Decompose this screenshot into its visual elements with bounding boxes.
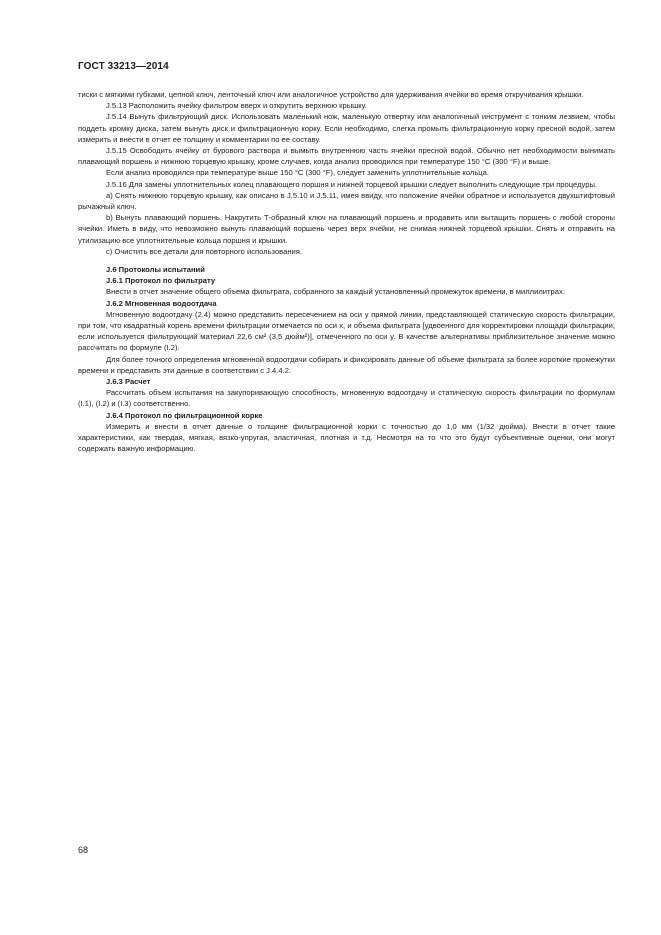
paragraph: Рассчитать объем испытания на закупоривающую способность, мгновенную водоотдачу и статическую скорость фильтрации по формулам (I.1), (I.2) и (I.3) соответственно. — [78, 388, 615, 409]
paragraph: Измерить и внести в отчет данные о толщине фильтрационной корки с точностью до 1,0 мм (1/32 дюйма). Внести в отчет такие характеристики, как твердая, мягкая, вязко-упругая, эластичная, плотная и т.д. Несмотря на то что это будут субъективные оценки, они могут содержать важную информацию. — [78, 421, 615, 454]
subsection-heading: J.6.2 Мгновенная водоотдача — [106, 298, 217, 308]
paragraph: тиски с мягкими губками, цепной ключ, ленточный ключ или аналогичное устройство для удерживания ячейки во время откручивания крышки. — [78, 90, 584, 99]
paragraph: Мгновенную водоотдачу (2.4) можно представить пересечением на оси у прямой линии, представляющей статическую скорость фильтрации, при том, что квадратный корень времени фильтрации отмечается по оси x, и объема фильтрата [удвоенного для корректировки площади фильтрации, если используется фильтрующий материал 22,6 см² (3,5 дюйм²)], отмеченного по оси y. В качестве альтернативы приблизительное значение можно рассчитать по формуле (I.2). — [78, 309, 615, 353]
paragraph: J.5.14 Вынуть фильтрующий диск. Использовать маленький нож, маленькую отвертку или аналогичный инструмент с тонким лезвием, чтобы поддеть кромку диска, затем вынуть диск и фильтрационную корку. Если необходимо, слегка промыть фильтрационную корку пресной водой, затем измерить и внести в отчет ее толщину и комментарии по ее составу. — [78, 112, 615, 144]
paragraph: Если анализ проводился при температуре выше 150 °С (300 °F), следует заменить уплотнительные кольца. — [106, 168, 489, 178]
paragraph: Внести в отчет значение общего объема фильтрата, собранного за каждый установленный промежуток времени, в миллилитрах. — [106, 287, 565, 297]
paragraph: J.5.16 Для замены уплотнительных колец плавающего поршня и нижней торцевой крышки следует выполнить следующие три процедуры. — [106, 179, 598, 189]
page-number: 68 — [78, 845, 89, 855]
list-item: c) Очистить все детали для повторного использования. — [106, 246, 303, 256]
subsection-heading: J.6.1 Протокол по фильтрату — [106, 276, 216, 286]
list-item: a) Снять нижнюю торцевую крышку, как описано в J.5.10 и J.5.11, имея ввиду, что положение ячейки обратное и используется двухштифтовый рычажный ключ. — [78, 190, 615, 212]
list-item: b) Вынуть плавающий поршень. Накрутить Т-образный ключ на плавающий поршень и продавить или вытащить поршень с любой стороны ячейки. Иметь в виду, что невозможно вынуть плавающий поршень через верх ячейки, не снимая нижней торцевой крышки. Снять и отправить на утилизацию все уплотнительные кольца поршня и крышки. — [78, 213, 615, 245]
subsection-heading: J.6.3 Расчет — [106, 377, 151, 387]
document-body — [78, 89, 615, 455]
section-heading: J.6 Протоколы испытаний — [106, 265, 205, 275]
paragraph: J.5.13 Расположить ячейку фильтром вверх и открутить верхнюю крышку. — [106, 101, 367, 111]
subsection-heading: J.6.4 Протокол по фильтрационной корке — [106, 410, 263, 420]
paragraph: Для более точного определения мгновенной водоотдачи собирать и фиксировать данные об объеме фильтрата за более короткие промежутки времени и представить эти данные в соответствии с J.4.4.2. — [78, 354, 615, 375]
paragraph: J.5.15 Освободить ячейку от бурового раствора и вымыть внутреннюю часть ячейки пресной водой. Обычно нет необходимости вынимать плавающий поршень и нижнюю торцевую крышку, кроме случаев, когда анализ проводился при температуре 150 °С (300 °F) и выше. — [78, 146, 615, 167]
document-header: ГОСТ 33213—2014 — [78, 61, 169, 72]
